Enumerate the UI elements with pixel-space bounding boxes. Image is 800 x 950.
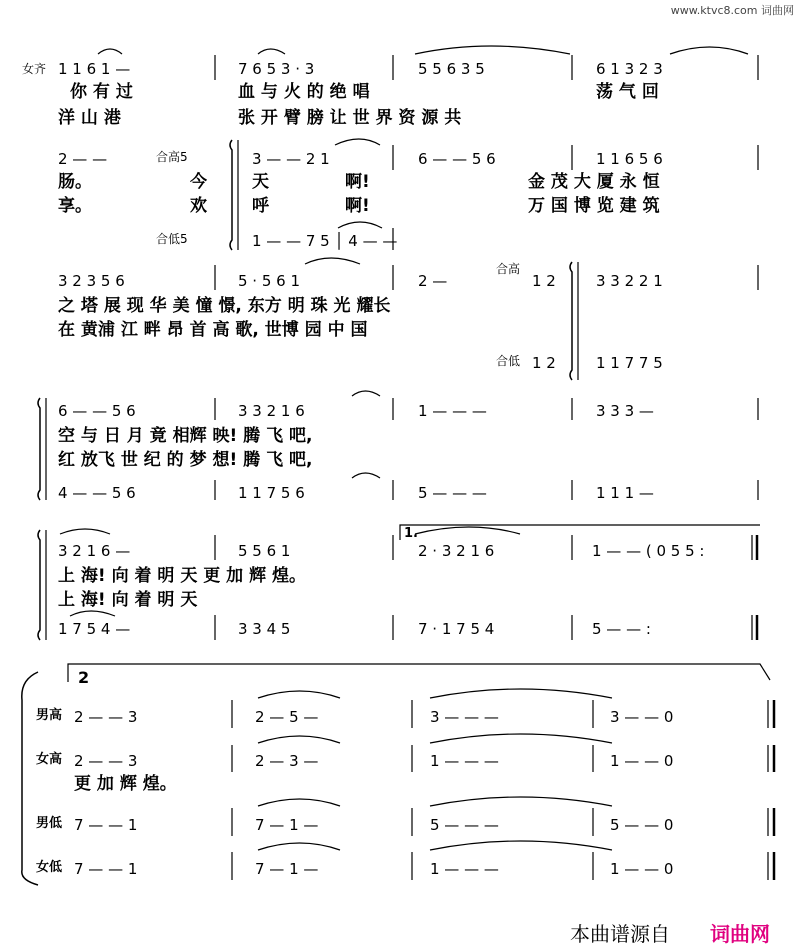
final-ml-2: 7 — 1 — [255,816,319,834]
final-fh-1: 2 — — 3 [74,752,138,770]
lyric-2b-4: 啊! [345,196,370,216]
part-label-low: 合低5 [156,232,188,246]
lyric-2a-2: 今 [190,172,207,192]
measure-2-2: 3 — — 2 1 [252,150,330,168]
low-line-3: 1 1 7 7 5 [596,354,663,372]
final-ml-3: 5 — — — [430,816,499,834]
measure-5-1: 3 2 1 6 — [58,542,131,560]
lyric-5a: 上 海! 向 着 明 天 更 加 辉 煌。 [58,566,307,586]
watermark-text: www.ktvc8.com 词曲网 [670,4,794,17]
final-mh-1: 2 — — 3 [74,708,138,726]
final-ml-1: 7 — — 1 [74,816,138,834]
footer-source-text: 本曲谱源自 [570,922,670,946]
final-fl-3: 1 — — — [430,860,499,878]
low-measure-5-1: 1 7 5 4 — [58,620,131,638]
part-label-male-low: 男低 [36,816,63,831]
measure-4-3: 1 — — — [418,402,487,420]
lyric-2b-2: 欢 [190,196,207,216]
footer-site-link[interactable]: 词曲网 [710,922,770,946]
lyric-3b: 在 黄浦 江 畔 昂 首 高 歌, 世博 园 中 国 [58,320,368,340]
voice-label-unison: 女齐 [22,62,47,76]
low-measure-4-1: 4 — — 5 6 [58,484,136,502]
final-fh-3: 1 — — — [430,752,499,770]
lyric-5b: 上 海! 向 着 明 天 [58,590,198,610]
lyric-1b-2: 张 开 臂 膀 让 世 界 资 源 共 [238,108,462,128]
lyric-2b-3: 呼 [252,196,269,216]
final-mh-3: 3 — — — [430,708,499,726]
measure-2-4: 1 1 6 5 6 [596,150,663,168]
lyric-2a-4: 啊! [345,172,370,192]
low-measure-5-3: 7 · 1 7 5 4 [418,620,495,638]
measure-4-1: 6 — — 5 6 [58,402,136,420]
low-measure-5-2: 3 3 4 5 [238,620,291,638]
measure-3-2: 5 · 5 6 1 [238,272,301,290]
measure-5-2: 5 5 6 1 [238,542,291,560]
lyric-1a-2: 血 与 火 的 绝 唱 [238,82,370,102]
lyric-2a-3: 天 [252,172,269,192]
low-measure-4-3: 5 — — — [418,484,487,502]
measure-5-4: 1 — — ( 0 5 5 : [592,542,705,560]
low-measure-4-2: 1 1 7 5 6 [238,484,305,502]
low-measure-5-4: 5 — — : [592,620,651,638]
measure-1-4: 6 1 3 2 3 [596,60,663,78]
part-label-low-3: 合低 [496,354,521,368]
lyric-2a-5: 金 茂 大 厦 永 恒 [528,172,660,192]
lyric-4b: 红 放飞 世 纪 的 梦 想! 腾 飞 吧, [58,450,313,470]
measure-1-2: 7 6 5 3 · 3 [238,60,315,78]
final-fh-2: 2 — 3 — [255,752,319,770]
measure-3-3: 2 — [418,272,448,290]
lyric-2b-1: 享。 [58,196,92,216]
measure-5-3: 2 · 3 2 1 6 [418,542,495,560]
measure-1-1: 1 1 6 1 — [58,60,131,78]
measure-4-4: 3 3 3 — [596,402,654,420]
part-label-high: 合高5 [156,150,188,164]
low-measure-4-4: 1 1 1 — [596,484,654,502]
final-ml-4: 5 — — 0 [610,816,674,834]
second-ending-label: 2 [78,668,90,687]
part-label-male-high: 男高 [36,708,63,723]
part-label-female-high: 女高 [36,752,63,767]
lyric-2a-1: 肠。 [58,172,92,192]
measure-1-3: 5 5 6 3 5 [418,60,485,78]
measure-3-4: 3 3 2 2 1 [596,272,663,290]
lyric-3a: 之 塔 展 现 华 美 憧 憬, 东方 明 珠 光 耀长 [58,296,391,316]
measure-3-1: 3 2 3 5 6 [58,272,125,290]
measure-2-1: 2 — — [58,150,108,168]
lyric-4a: 空 与 日 月 竟 相辉 映! 腾 飞 吧, [58,426,313,446]
final-fl-2: 7 — 1 — [255,860,319,878]
first-ending-label: 1. [404,526,418,541]
final-fl-4: 1 — — 0 [610,860,674,878]
final-mh-2: 2 — 5 — [255,708,319,726]
low-line-2: 1 — — 7 5 │ 4 — — [252,232,398,250]
lyric-2b-5: 万 国 博 览 建 筑 [528,196,660,216]
final-mh-4: 3 — — 0 [610,708,674,726]
final-lyrics: 更 加 辉 煌。 [74,774,177,794]
lyric-1a-1: 你 有 过 [70,82,133,102]
lyric-1a-3: 荡 气 回 [596,82,659,102]
measure-2-3: 6 — — 5 6 [418,150,496,168]
measure-4-2: 3 3 2 1 6 [238,402,305,420]
part-label-high-3: 合高 [496,262,521,276]
final-fh-4: 1 — — 0 [610,752,674,770]
pickup-low: 1 2 [532,354,556,372]
lyric-1b-1: 洋 山 港 [58,108,121,128]
part-label-female-low: 女低 [36,860,63,875]
final-fl-1: 7 — — 1 [74,860,138,878]
pickup-high: 1 2 [532,272,556,290]
